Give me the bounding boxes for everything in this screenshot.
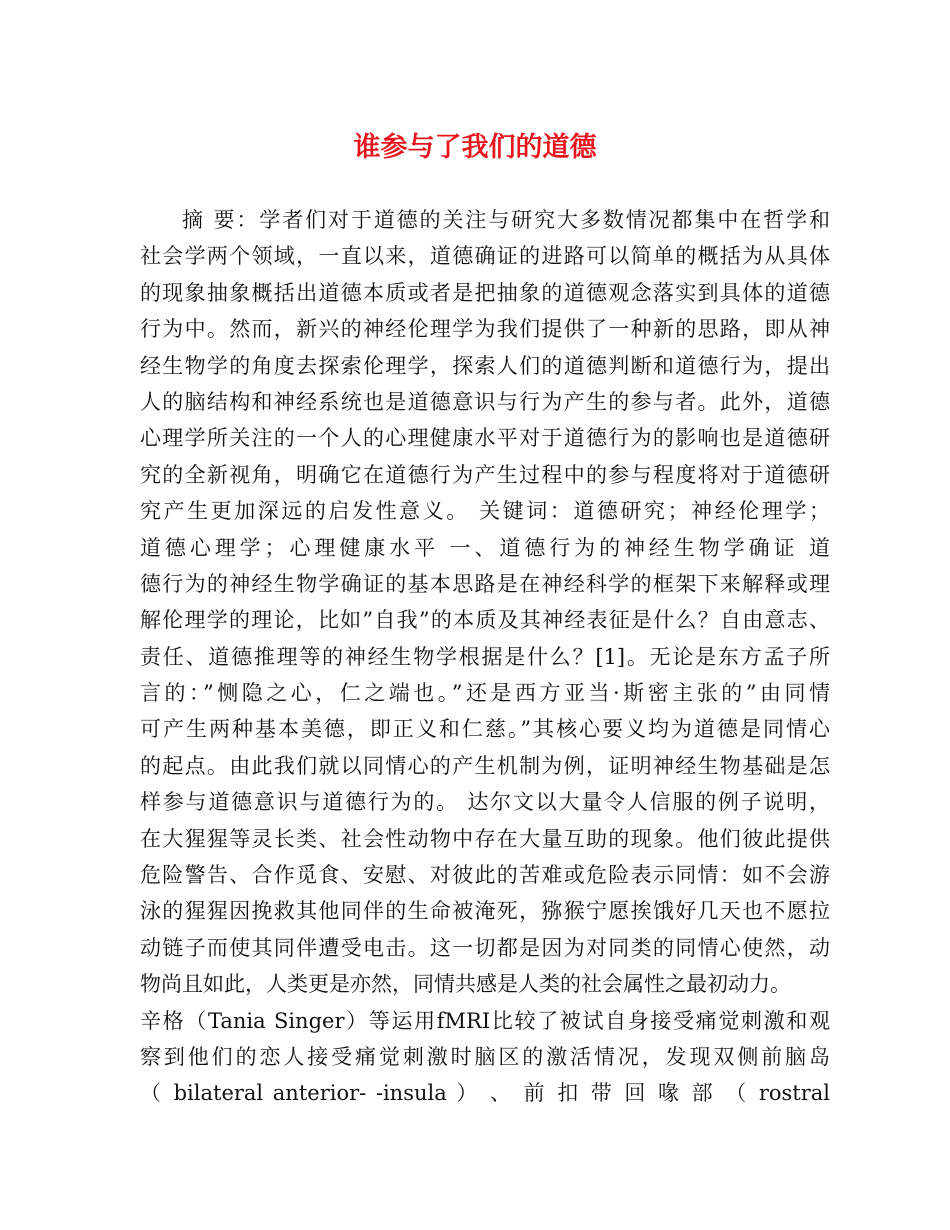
body-line-2: 社会学两个领域，一直以来，道德确证的进路可以简单的概括为从具体 <box>140 244 830 269</box>
body-line-11: 德行为的神经生物学确证的基本思路是在神经科学的框架下来解释或理 <box>140 571 830 596</box>
body-line-13: 责任、道德推理等的神经生物学根据是什么？[1]。无论是东方孟子所 <box>140 644 830 669</box>
body-line-17: 样参与道德意识与道德行为的。 达尔文以大量令人信服的例子说明， <box>140 790 830 815</box>
body-line-23: 辛格（Tania Singer）等运用fMRI比较了被试自身接受痛觉刺激和观 <box>140 1008 830 1033</box>
body-line-22: 物尚且如此，人类更是亦然，同情共感是人类的社会属性之最初动力。 <box>140 972 791 997</box>
body-line-1: 摘 要：学者们对于道德的关注与研究大多数情况都集中在哲学和 <box>182 208 830 232</box>
document-title: 谁参与了我们的道德 <box>353 132 597 163</box>
body-line-5: 经生物学的角度去探索伦理学，探索人们的道德判断和道德行为，提出 <box>140 353 830 378</box>
body-line-7: 心理学所关注的一个人的心理健康水平对于道德行为的影响也是道德研 <box>140 426 830 451</box>
body-line-18: 在大猩猩等灵长类、社会性动物中存在大量互助的现象。他们彼此提供 <box>140 826 830 851</box>
body-line-24: 察到他们的恋人接受痛觉刺激时脑区的激活情况，发现双侧前脑岛 <box>140 1044 830 1069</box>
body-line-20: 泳的猩猩因挽救其他同伴的生命被淹死，猕猴宁愿挨饿好几天也不愿拉 <box>140 899 830 924</box>
body-line-9: 究产生更加深远的启发性意义。 关键词：道德研究；神经伦理学； <box>140 499 830 524</box>
body-line-6: 人的脑结构和神经系统也是道德意识与行为产生的参与者。此外，道德 <box>140 389 830 414</box>
body-line-10: 道德心理学；心理健康水平 一、道德行为的神经生物学确证 道 <box>140 535 830 560</box>
body-line-21: 动链子而使其同伴遭受电击。这一切都是因为对同类的同情心使然，动 <box>140 935 830 960</box>
body-line-15: 可产生两种基本美德，即正义和仁慈。”其核心要义均为道德是同情心 <box>140 717 830 742</box>
body-line-16: 的起点。由此我们就以同情心的产生机制为例，证明神经生物基础是怎 <box>140 753 830 778</box>
document-body <box>140 202 830 1112</box>
body-line-14: 言的：”恻隐之心，仁之端也。”还是西方亚当·斯密主张的”由同情 <box>140 681 830 706</box>
body-line-12: 解伦理学的理论，比如”自我”的本质及其神经表征是什么？自由意志、 <box>140 608 830 633</box>
body-line-8: 究的全新视角，明确它在道德行为产生过程中的参与程度将对于道德研 <box>140 462 830 487</box>
body-line-19: 危险警告、合作觅食、安慰、对彼此的苦难或危险表示同情：如不会游 <box>140 863 830 888</box>
body-line-25: （ bilateral anterior- -insula ） 、 前 扣 带 回 喙 部 （ rostral <box>140 1081 830 1106</box>
body-line-3: 的现象抽象概括出道德本质或者是把抽象的道德观念落实到具体的道德 <box>140 280 830 305</box>
body-line-4: 行为中。然而，新兴的神经伦理学为我们提供了一种新的思路，即从神 <box>140 317 830 342</box>
